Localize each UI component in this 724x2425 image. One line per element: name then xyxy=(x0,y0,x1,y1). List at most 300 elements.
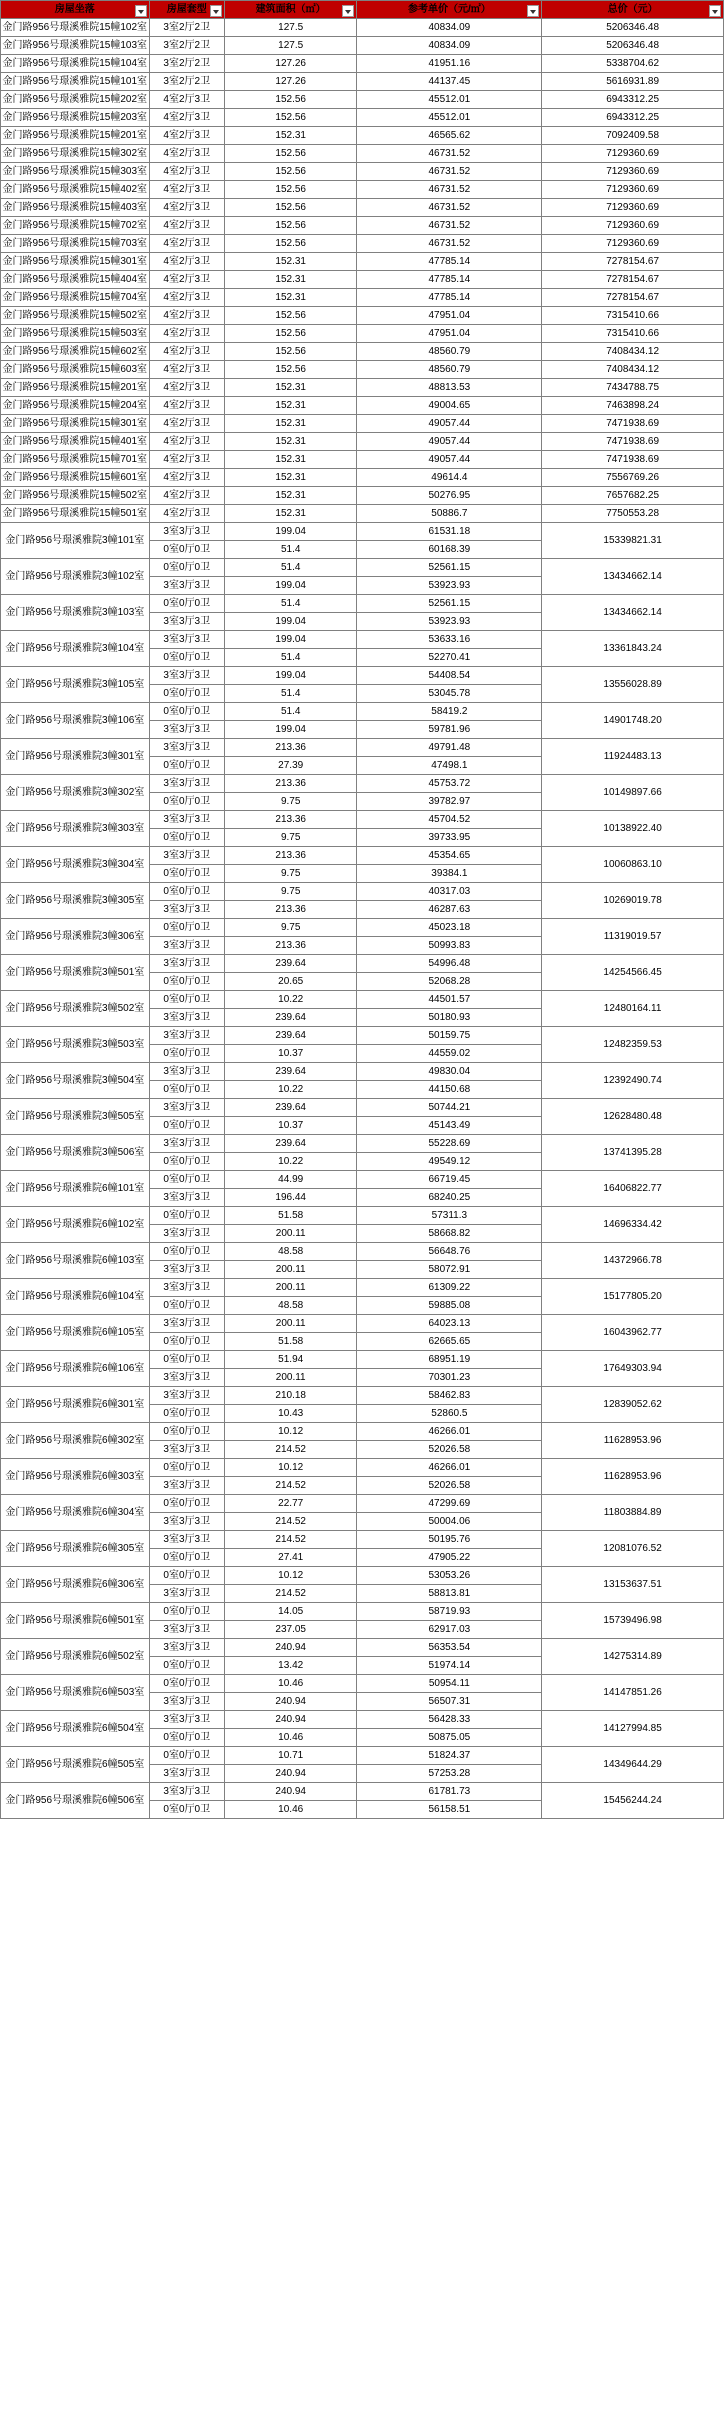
cell-unit-type: 0室0厅0卫 xyxy=(149,685,224,703)
column-header-unit-type-label: 房屋套型 xyxy=(166,4,207,15)
cell-area: 152.31 xyxy=(224,415,357,433)
cell-unit-type: 0室0厅0卫 xyxy=(149,1801,224,1819)
table-row xyxy=(1,739,724,757)
cell-area: 152.56 xyxy=(224,145,357,163)
cell-unit-price: 47785.14 xyxy=(357,271,542,289)
table-row xyxy=(1,667,724,685)
cell-total-price: 16406822.77 xyxy=(542,1171,724,1207)
cell-address: 金门路956号璟溪雅院6幢101室 xyxy=(1,1171,150,1207)
cell-unit-type: 3室3厅3卫 xyxy=(149,955,224,973)
table-row xyxy=(1,343,724,361)
table-row xyxy=(1,1279,724,1297)
cell-address: 金门路956号璟溪雅院3幢104室 xyxy=(1,631,150,667)
cell-unit-price: 52270.41 xyxy=(357,649,542,667)
cell-unit-price: 56507.31 xyxy=(357,1693,542,1711)
cell-unit-price: 55228.69 xyxy=(357,1135,542,1153)
cell-unit-price: 56428.33 xyxy=(357,1711,542,1729)
cell-total-price: 14349644.29 xyxy=(542,1747,724,1783)
cell-area: 237.05 xyxy=(224,1621,357,1639)
cell-unit-type: 4室2厅3卫 xyxy=(149,199,224,217)
table-row xyxy=(1,145,724,163)
cell-area: 152.31 xyxy=(224,397,357,415)
cell-total-price: 11628953.96 xyxy=(542,1459,724,1495)
cell-address: 金门路956号璟溪雅院15幢502室 xyxy=(1,487,150,505)
cell-total-price: 10138922.40 xyxy=(542,811,724,847)
cell-unit-type: 0室0厅0卫 xyxy=(149,1495,224,1513)
cell-unit-price: 53923.93 xyxy=(357,613,542,631)
cell-address: 金门路956号璟溪雅院15幢302室 xyxy=(1,145,150,163)
cell-unit-price: 46731.52 xyxy=(357,217,542,235)
cell-total-price: 7408434.12 xyxy=(542,343,724,361)
table-row xyxy=(1,847,724,865)
cell-unit-type: 0室0厅0卫 xyxy=(149,1567,224,1585)
cell-unit-type: 0室0厅0卫 xyxy=(149,703,224,721)
cell-unit-price: 48813.53 xyxy=(357,379,542,397)
cell-unit-price: 57311.3 xyxy=(357,1207,542,1225)
cell-unit-price: 53633.16 xyxy=(357,631,542,649)
cell-area: 240.94 xyxy=(224,1711,357,1729)
cell-unit-type: 0室0厅0卫 xyxy=(149,991,224,1009)
cell-unit-type: 0室0厅0卫 xyxy=(149,1207,224,1225)
table-row xyxy=(1,181,724,199)
cell-area: 10.22 xyxy=(224,1081,357,1099)
cell-unit-type: 3室3厅3卫 xyxy=(149,1369,224,1387)
cell-total-price: 7315410.66 xyxy=(542,307,724,325)
cell-total-price: 13741395.28 xyxy=(542,1135,724,1171)
cell-unit-type: 3室3厅3卫 xyxy=(149,1693,224,1711)
cell-address: 金门路956号璟溪雅院6幢502室 xyxy=(1,1639,150,1675)
cell-unit-type: 4室2厅3卫 xyxy=(149,325,224,343)
table-row xyxy=(1,1171,724,1189)
cell-area: 152.56 xyxy=(224,199,357,217)
cell-unit-type: 4室2厅3卫 xyxy=(149,163,224,181)
cell-total-price: 13556028.89 xyxy=(542,667,724,703)
cell-unit-price: 52026.58 xyxy=(357,1477,542,1495)
filter-dropdown-icon-unit-type[interactable] xyxy=(210,5,222,17)
cell-unit-price: 48560.79 xyxy=(357,361,542,379)
cell-unit-price: 61309.22 xyxy=(357,1279,542,1297)
cell-unit-type: 4室2厅3卫 xyxy=(149,361,224,379)
cell-unit-type: 0室0厅0卫 xyxy=(149,1405,224,1423)
cell-unit-price: 47951.04 xyxy=(357,307,542,325)
table-row xyxy=(1,505,724,523)
table-row xyxy=(1,325,724,343)
cell-area: 200.11 xyxy=(224,1315,357,1333)
cell-unit-type: 3室3厅3卫 xyxy=(149,613,224,631)
cell-total-price: 12392490.74 xyxy=(542,1063,724,1099)
cell-unit-type: 0室0厅0卫 xyxy=(149,1423,224,1441)
cell-unit-price: 47785.14 xyxy=(357,253,542,271)
cell-area: 199.04 xyxy=(224,577,357,595)
cell-total-price: 10269019.78 xyxy=(542,883,724,919)
cell-address: 金门路956号璟溪雅院6幢302室 xyxy=(1,1423,150,1459)
filter-dropdown-icon-address[interactable] xyxy=(135,5,147,17)
table-row xyxy=(1,955,724,973)
cell-unit-price: 56353.54 xyxy=(357,1639,542,1657)
cell-unit-type: 0室0厅0卫 xyxy=(149,1243,224,1261)
table-row xyxy=(1,1675,724,1693)
cell-total-price: 14696334.42 xyxy=(542,1207,724,1243)
cell-area: 51.4 xyxy=(224,649,357,667)
table-row xyxy=(1,1459,724,1477)
cell-area: 14.05 xyxy=(224,1603,357,1621)
cell-area: 152.31 xyxy=(224,253,357,271)
cell-unit-price: 44150.68 xyxy=(357,1081,542,1099)
header-row xyxy=(1,1,724,19)
cell-total-price: 7129360.69 xyxy=(542,181,724,199)
cell-unit-price: 39782.97 xyxy=(357,793,542,811)
cell-address: 金门路956号璟溪雅院15幢102室 xyxy=(1,19,150,37)
cell-address: 金门路956号璟溪雅院6幢303室 xyxy=(1,1459,150,1495)
cell-area: 152.56 xyxy=(224,217,357,235)
cell-total-price: 15339821.31 xyxy=(542,523,724,559)
cell-address: 金门路956号璟溪雅院3幢303室 xyxy=(1,811,150,847)
cell-unit-type: 3室3厅3卫 xyxy=(149,1441,224,1459)
table-row xyxy=(1,595,724,613)
table-row xyxy=(1,235,724,253)
cell-area: 152.31 xyxy=(224,271,357,289)
cell-area: 10.22 xyxy=(224,1153,357,1171)
cell-total-price: 14147851.26 xyxy=(542,1675,724,1711)
cell-unit-type: 3室3厅3卫 xyxy=(149,721,224,739)
cell-unit-price: 57253.28 xyxy=(357,1765,542,1783)
cell-unit-price: 46287.63 xyxy=(357,901,542,919)
cell-total-price: 7278154.67 xyxy=(542,289,724,307)
cell-unit-price: 66719.45 xyxy=(357,1171,542,1189)
cell-unit-price: 50004.06 xyxy=(357,1513,542,1531)
cell-unit-price: 45512.01 xyxy=(357,109,542,127)
cell-unit-type: 3室2厅2卫 xyxy=(149,19,224,37)
cell-total-price: 13361843.24 xyxy=(542,631,724,667)
cell-unit-price: 61531.18 xyxy=(357,523,542,541)
cell-area: 240.94 xyxy=(224,1783,357,1801)
cell-unit-type: 3室3厅3卫 xyxy=(149,1009,224,1027)
cell-area: 152.56 xyxy=(224,91,357,109)
cell-unit-price: 68951.19 xyxy=(357,1351,542,1369)
cell-unit-type: 3室3厅3卫 xyxy=(149,1387,224,1405)
filter-dropdown-icon-unit-price[interactable] xyxy=(527,5,539,17)
cell-area: 239.64 xyxy=(224,1099,357,1117)
cell-area: 10.46 xyxy=(224,1675,357,1693)
cell-unit-price: 45753.72 xyxy=(357,775,542,793)
table-row xyxy=(1,199,724,217)
column-header-address[interactable] xyxy=(1,1,150,19)
cell-address: 金门路956号璟溪雅院15幢501室 xyxy=(1,505,150,523)
cell-area: 10.37 xyxy=(224,1117,357,1135)
cell-unit-price: 46731.52 xyxy=(357,163,542,181)
cell-unit-type: 4室2厅3卫 xyxy=(149,109,224,127)
table-row xyxy=(1,127,724,145)
cell-area: 213.36 xyxy=(224,847,357,865)
table-row xyxy=(1,1063,724,1081)
table-row xyxy=(1,1027,724,1045)
cell-unit-price: 44137.45 xyxy=(357,73,542,91)
cell-total-price: 17649303.94 xyxy=(542,1351,724,1387)
table-row xyxy=(1,1099,724,1117)
cell-area: 51.58 xyxy=(224,1207,357,1225)
cell-unit-type: 3室3厅3卫 xyxy=(149,775,224,793)
cell-area: 10.22 xyxy=(224,991,357,1009)
cell-unit-price: 50993.83 xyxy=(357,937,542,955)
cell-total-price: 12081076.52 xyxy=(542,1531,724,1567)
cell-area: 239.64 xyxy=(224,955,357,973)
cell-unit-price: 39384.1 xyxy=(357,865,542,883)
cell-unit-price: 53053.26 xyxy=(357,1567,542,1585)
table-row xyxy=(1,487,724,505)
cell-total-price: 7471938.69 xyxy=(542,433,724,451)
cell-address: 金门路956号璟溪雅院6幢104室 xyxy=(1,1279,150,1315)
cell-area: 10.12 xyxy=(224,1459,357,1477)
cell-area: 152.31 xyxy=(224,505,357,523)
cell-unit-price: 50875.05 xyxy=(357,1729,542,1747)
cell-unit-price: 50159.75 xyxy=(357,1027,542,1045)
cell-address: 金门路956号璟溪雅院15幢201室 xyxy=(1,127,150,145)
cell-total-price: 7129360.69 xyxy=(542,235,724,253)
cell-unit-type: 4室2厅3卫 xyxy=(149,451,224,469)
cell-area: 213.36 xyxy=(224,775,357,793)
cell-area: 152.56 xyxy=(224,235,357,253)
table-row xyxy=(1,1567,724,1585)
cell-unit-price: 48560.79 xyxy=(357,343,542,361)
cell-unit-price: 45023.18 xyxy=(357,919,542,937)
cell-unit-type: 3室3厅3卫 xyxy=(149,631,224,649)
cell-total-price: 15177805.20 xyxy=(542,1279,724,1315)
cell-unit-type: 4室2厅3卫 xyxy=(149,127,224,145)
cell-area: 152.56 xyxy=(224,361,357,379)
cell-address: 金门路956号璟溪雅院3幢503室 xyxy=(1,1027,150,1063)
cell-unit-type: 3室3厅3卫 xyxy=(149,523,224,541)
cell-address: 金门路956号璟溪雅院6幢105室 xyxy=(1,1315,150,1351)
cell-unit-type: 4室2厅3卫 xyxy=(149,343,224,361)
cell-unit-type: 3室3厅3卫 xyxy=(149,1477,224,1495)
cell-unit-price: 56158.51 xyxy=(357,1801,542,1819)
column-header-total-price[interactable] xyxy=(542,1,724,19)
cell-unit-type: 4室2厅3卫 xyxy=(149,271,224,289)
cell-total-price: 7129360.69 xyxy=(542,217,724,235)
column-header-area-label: 建筑面积（㎡） xyxy=(255,4,326,15)
cell-address: 金门路956号璟溪雅院6幢501室 xyxy=(1,1603,150,1639)
cell-total-price: 7092409.58 xyxy=(542,127,724,145)
table-row xyxy=(1,91,724,109)
cell-area: 152.56 xyxy=(224,325,357,343)
table-row xyxy=(1,1315,724,1333)
cell-area: 152.31 xyxy=(224,469,357,487)
cell-unit-price: 46731.52 xyxy=(357,145,542,163)
cell-address: 金门路956号璟溪雅院6幢103室 xyxy=(1,1243,150,1279)
table-row xyxy=(1,1639,724,1657)
table-row xyxy=(1,1531,724,1549)
cell-address: 金门路956号璟溪雅院15幢303室 xyxy=(1,163,150,181)
cell-total-price: 7471938.69 xyxy=(542,415,724,433)
cell-unit-price: 47498.1 xyxy=(357,757,542,775)
cell-area: 22.77 xyxy=(224,1495,357,1513)
cell-area: 239.64 xyxy=(224,1063,357,1081)
cell-total-price: 5616931.89 xyxy=(542,73,724,91)
cell-unit-type: 4室2厅3卫 xyxy=(149,433,224,451)
column-header-unit-price[interactable] xyxy=(357,1,542,19)
cell-unit-price: 70301.23 xyxy=(357,1369,542,1387)
cell-unit-type: 3室3厅3卫 xyxy=(149,1279,224,1297)
cell-unit-price: 52026.58 xyxy=(357,1441,542,1459)
cell-area: 10.43 xyxy=(224,1405,357,1423)
cell-area: 10.37 xyxy=(224,1045,357,1063)
cell-total-price: 11628953.96 xyxy=(542,1423,724,1459)
cell-address: 金门路956号璟溪雅院15幢104室 xyxy=(1,55,150,73)
cell-area: 9.75 xyxy=(224,829,357,847)
cell-area: 152.56 xyxy=(224,163,357,181)
cell-unit-type: 0室0厅0卫 xyxy=(149,1117,224,1135)
cell-area: 152.31 xyxy=(224,451,357,469)
cell-total-price: 7750553.28 xyxy=(542,505,724,523)
cell-unit-type: 4室2厅3卫 xyxy=(149,253,224,271)
cell-total-price: 7129360.69 xyxy=(542,199,724,217)
cell-unit-type: 3室3厅3卫 xyxy=(149,1585,224,1603)
cell-total-price: 7556769.26 xyxy=(542,469,724,487)
cell-area: 152.31 xyxy=(224,433,357,451)
cell-unit-type: 3室3厅3卫 xyxy=(149,811,224,829)
table-row xyxy=(1,37,724,55)
cell-total-price: 7434788.75 xyxy=(542,379,724,397)
cell-unit-price: 49614.4 xyxy=(357,469,542,487)
cell-unit-type: 4室2厅3卫 xyxy=(149,379,224,397)
column-header-address-label: 房屋坐落 xyxy=(54,4,95,15)
cell-area: 152.31 xyxy=(224,289,357,307)
cell-unit-type: 3室3厅3卫 xyxy=(149,847,224,865)
table-row xyxy=(1,163,724,181)
cell-area: 200.11 xyxy=(224,1261,357,1279)
cell-area: 152.56 xyxy=(224,307,357,325)
table-row xyxy=(1,775,724,793)
cell-address: 金门路956号璟溪雅院15幢403室 xyxy=(1,199,150,217)
cell-unit-type: 0室0厅0卫 xyxy=(149,1171,224,1189)
cell-unit-type: 3室3厅3卫 xyxy=(149,1135,224,1153)
cell-unit-type: 4室2厅3卫 xyxy=(149,91,224,109)
table-row xyxy=(1,703,724,721)
cell-unit-price: 56648.76 xyxy=(357,1243,542,1261)
filter-dropdown-icon-total-price[interactable] xyxy=(709,5,721,17)
cell-address: 金门路956号璟溪雅院15幢301室 xyxy=(1,415,150,433)
cell-unit-price: 50744.21 xyxy=(357,1099,542,1117)
cell-area: 199.04 xyxy=(224,613,357,631)
cell-area: 51.4 xyxy=(224,541,357,559)
cell-total-price: 13153637.51 xyxy=(542,1567,724,1603)
cell-unit-type: 4室2厅3卫 xyxy=(149,397,224,415)
table-row xyxy=(1,1243,724,1261)
cell-area: 213.36 xyxy=(224,811,357,829)
cell-total-price: 10149897.66 xyxy=(542,775,724,811)
cell-address: 金门路956号璟溪雅院6幢506室 xyxy=(1,1783,150,1819)
table-row xyxy=(1,361,724,379)
cell-address: 金门路956号璟溪雅院3幢504室 xyxy=(1,1063,150,1099)
table-row xyxy=(1,1495,724,1513)
cell-area: 239.64 xyxy=(224,1027,357,1045)
cell-unit-type: 3室3厅3卫 xyxy=(149,1063,224,1081)
cell-unit-price: 52068.28 xyxy=(357,973,542,991)
cell-total-price: 7129360.69 xyxy=(542,163,724,181)
cell-area: 27.41 xyxy=(224,1549,357,1567)
cell-unit-type: 0室0厅0卫 xyxy=(149,1333,224,1351)
cell-area: 152.56 xyxy=(224,109,357,127)
cell-area: 127.26 xyxy=(224,55,357,73)
cell-area: 210.18 xyxy=(224,1387,357,1405)
cell-unit-type: 3室3厅3卫 xyxy=(149,901,224,919)
table-row xyxy=(1,1747,724,1765)
cell-total-price: 11319019.57 xyxy=(542,919,724,955)
cell-unit-type: 3室2厅2卫 xyxy=(149,55,224,73)
cell-area: 10.12 xyxy=(224,1423,357,1441)
cell-address: 金门路956号璟溪雅院15幢701室 xyxy=(1,451,150,469)
cell-unit-price: 40834.09 xyxy=(357,19,542,37)
cell-unit-type: 3室3厅3卫 xyxy=(149,1261,224,1279)
cell-unit-type: 0室0厅0卫 xyxy=(149,883,224,901)
table-row xyxy=(1,811,724,829)
cell-unit-price: 40317.03 xyxy=(357,883,542,901)
cell-address: 金门路956号璟溪雅院3幢103室 xyxy=(1,595,150,631)
table-row xyxy=(1,433,724,451)
cell-unit-type: 3室2厅2卫 xyxy=(149,73,224,91)
filter-dropdown-icon-area[interactable] xyxy=(342,5,354,17)
table-row xyxy=(1,73,724,91)
cell-area: 199.04 xyxy=(224,721,357,739)
table-row xyxy=(1,397,724,415)
column-header-area[interactable] xyxy=(224,1,357,19)
cell-total-price: 7129360.69 xyxy=(542,145,724,163)
cell-address: 金门路956号璟溪雅院6幢504室 xyxy=(1,1711,150,1747)
cell-area: 152.31 xyxy=(224,487,357,505)
cell-area: 239.64 xyxy=(224,1009,357,1027)
cell-total-price: 11803884.89 xyxy=(542,1495,724,1531)
cell-unit-type: 0室0厅0卫 xyxy=(149,865,224,883)
column-header-unit-type[interactable] xyxy=(149,1,224,19)
cell-unit-type: 3室3厅3卫 xyxy=(149,1225,224,1243)
cell-area: 51.4 xyxy=(224,703,357,721)
table-row xyxy=(1,1783,724,1801)
cell-unit-price: 46266.01 xyxy=(357,1459,542,1477)
cell-unit-price: 45354.65 xyxy=(357,847,542,865)
cell-unit-price: 45512.01 xyxy=(357,91,542,109)
cell-unit-price: 58462.83 xyxy=(357,1387,542,1405)
cell-area: 44.99 xyxy=(224,1171,357,1189)
cell-address: 金门路956号璟溪雅院15幢704室 xyxy=(1,289,150,307)
cell-unit-price: 62665.65 xyxy=(357,1333,542,1351)
cell-unit-price: 58419.2 xyxy=(357,703,542,721)
cell-unit-price: 44559.02 xyxy=(357,1045,542,1063)
cell-address: 金门路956号璟溪雅院15幢101室 xyxy=(1,73,150,91)
cell-area: 10.46 xyxy=(224,1801,357,1819)
cell-unit-type: 4室2厅3卫 xyxy=(149,469,224,487)
cell-area: 200.11 xyxy=(224,1369,357,1387)
cell-unit-type: 0室0厅0卫 xyxy=(149,1657,224,1675)
cell-unit-price: 49791.48 xyxy=(357,739,542,757)
cell-address: 金门路956号璟溪雅院3幢102室 xyxy=(1,559,150,595)
cell-total-price: 14127994.85 xyxy=(542,1711,724,1747)
cell-address: 金门路956号璟溪雅院6幢306室 xyxy=(1,1567,150,1603)
cell-area: 48.58 xyxy=(224,1243,357,1261)
table-row xyxy=(1,991,724,1009)
cell-unit-price: 52561.15 xyxy=(357,595,542,613)
cell-area: 199.04 xyxy=(224,631,357,649)
cell-unit-price: 58668.82 xyxy=(357,1225,542,1243)
cell-unit-type: 0室0厅0卫 xyxy=(149,541,224,559)
cell-unit-price: 64023.13 xyxy=(357,1315,542,1333)
cell-area: 152.31 xyxy=(224,127,357,145)
cell-total-price: 13434662.14 xyxy=(542,559,724,595)
cell-address: 金门路956号璟溪雅院15幢204室 xyxy=(1,397,150,415)
cell-area: 51.4 xyxy=(224,685,357,703)
cell-address: 金门路956号璟溪雅院3幢105室 xyxy=(1,667,150,703)
cell-unit-type: 3室2厅2卫 xyxy=(149,37,224,55)
cell-unit-type: 0室0厅0卫 xyxy=(149,1603,224,1621)
